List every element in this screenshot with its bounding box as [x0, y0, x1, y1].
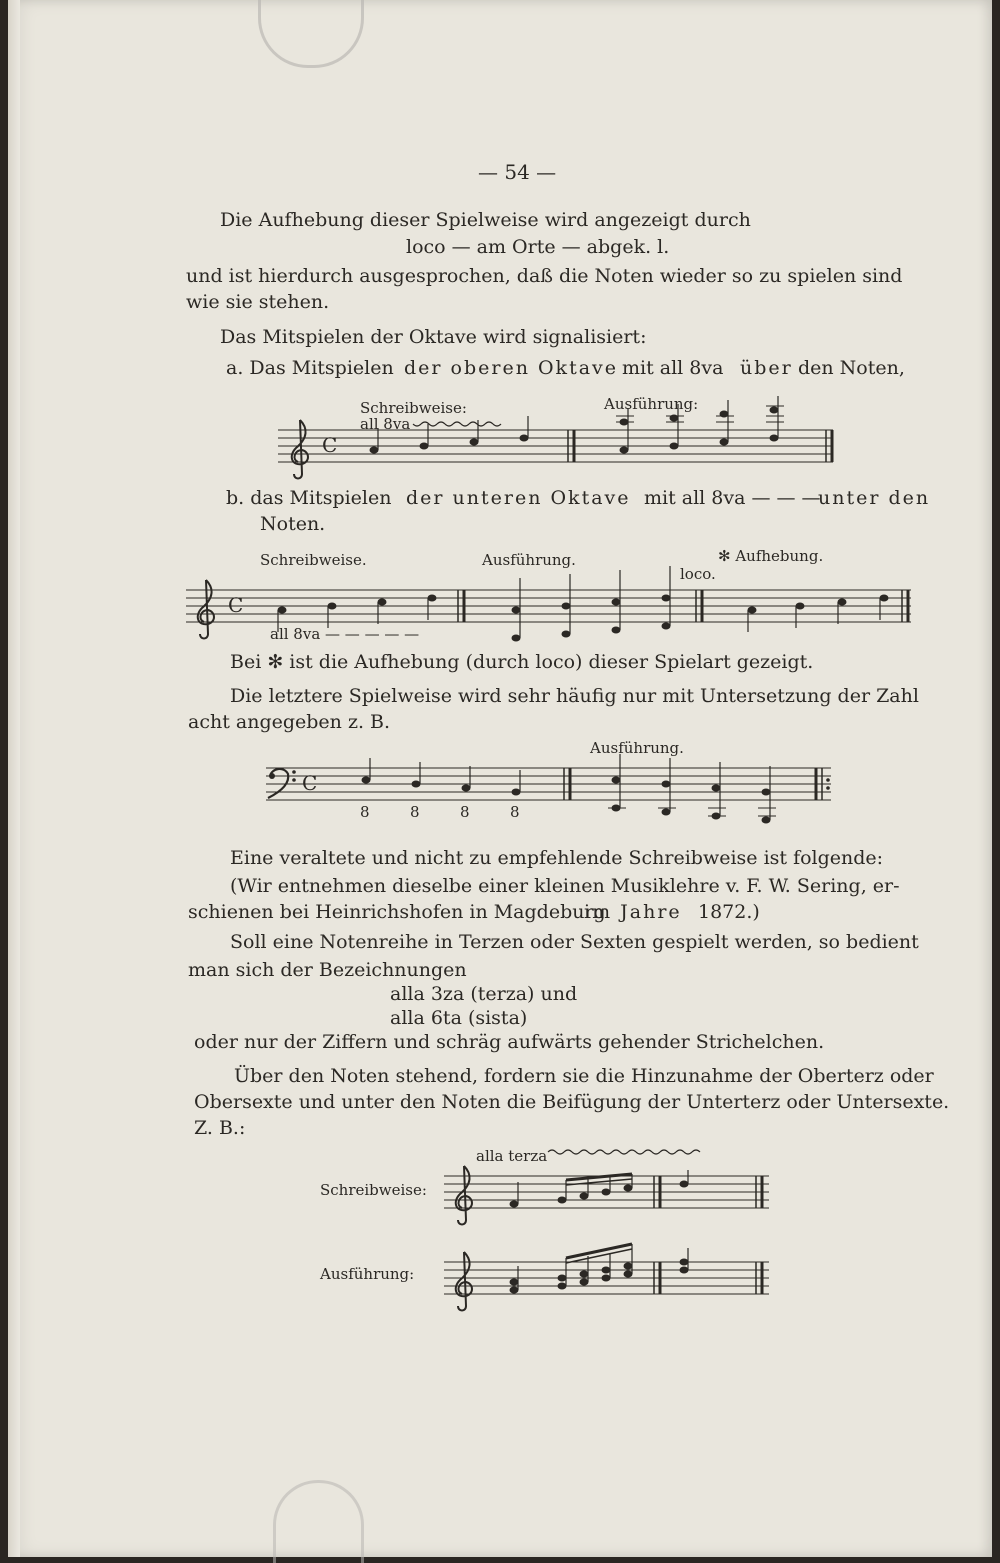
- text-line-segment: mit all 8va — — —: [644, 487, 821, 509]
- octave-figure: 8: [360, 803, 370, 821]
- music-example-4a: [444, 1168, 774, 1224]
- svg-text:C: C: [228, 593, 244, 617]
- text-line: loco — am Orte — abgek. l.: [406, 236, 670, 258]
- octave-figure: 8: [460, 803, 470, 821]
- text-line-segment: b. das Mitspielen: [226, 487, 392, 509]
- octave-figure: 8: [410, 803, 420, 821]
- text-line: Bei ✻ ist die Aufhebung (durch loco) dieser Spielart gezeigt.: [230, 651, 814, 673]
- text-line-segment: mit all 8va: [622, 357, 724, 379]
- text-line: Obersexte und unter den Noten die Beifügung der Unterterz oder Untersexte.: [194, 1091, 950, 1113]
- svg-text:C: C: [322, 433, 338, 457]
- octave-figure: 8: [510, 803, 520, 821]
- text-line: (Wir entnehmen dieselbe einer kleinen Musiklehre v. F. W. Sering, er-: [230, 875, 900, 897]
- svg-text:C: C: [302, 771, 318, 795]
- text-line: alla 6ta (sista): [390, 1007, 528, 1029]
- loco-marking: loco.: [680, 565, 716, 583]
- text-line-spaced: über: [740, 357, 793, 379]
- text-line: Über den Noten stehend, fordern sie die Hinzunahme der Oberterz oder: [234, 1065, 934, 1087]
- text-line: man sich der Bezeichnungen: [188, 959, 467, 981]
- text-line-spaced: im Jahre: [584, 901, 682, 923]
- example-label: Ausführung:: [604, 395, 699, 413]
- text-line: Noten.: [260, 513, 326, 535]
- text-line: Z. B.:: [194, 1117, 246, 1139]
- text-line: wie sie stehen.: [186, 291, 330, 313]
- text-line: Die Aufhebung dieser Spielweise wird angezeigt durch: [220, 209, 751, 231]
- text-line-segment: 1872.): [698, 901, 760, 923]
- music-example-1: [278, 418, 838, 478]
- text-line: oder nur der Ziffern und schräg aufwärts gehender Strichelchen.: [194, 1031, 825, 1053]
- octave-marking: all 8va — — — — —: [270, 625, 420, 643]
- example-label: Ausführung:: [320, 1265, 415, 1283]
- text-line-spaced: unter den: [818, 487, 931, 509]
- text-line-spaced: der unteren Oktave: [406, 487, 631, 509]
- octave-marking: all 8va: [360, 415, 411, 433]
- text-line-segment: a. Das Mitspielen: [226, 357, 394, 379]
- page-number: — 54 —: [478, 160, 557, 184]
- example-label: Schreibweise:: [360, 399, 467, 417]
- paper-clip-bottom: [273, 1480, 364, 1563]
- example-label: Schreibweise:: [320, 1181, 427, 1199]
- example-label: Schreibweise.: [260, 551, 367, 569]
- text-line: Das Mitspielen der Oktave wird signalisiert:: [220, 326, 647, 348]
- example-label: Ausführung.: [590, 739, 684, 757]
- text-line: alla 3za (terza) und: [390, 983, 578, 1005]
- text-line: Eine veraltete und nicht zu empfehlende Schreibweise ist folgende:: [230, 847, 884, 869]
- page-edge: [8, 0, 20, 1557]
- text-line-segment: schienen bei Heinrichshofen in Magdeburg: [188, 901, 606, 923]
- terza-marking: alla terza: [476, 1147, 548, 1165]
- book-page: [8, 0, 992, 1557]
- example-label: ✻ Aufhebung.: [718, 547, 824, 565]
- text-line-segment: den Noten,: [798, 357, 905, 379]
- example-label: Ausführung.: [482, 551, 576, 569]
- text-line: acht angegeben z. B.: [188, 711, 391, 733]
- text-line-spaced: der oberen Oktave: [404, 357, 619, 379]
- text-line: und ist hierdurch ausgesprochen, daß die Noten wieder so zu spielen sind: [186, 265, 903, 287]
- text-line: Soll eine Notenreihe in Terzen oder Sexten gespielt werden, so bedient: [230, 931, 919, 953]
- trill-line: [548, 1146, 708, 1158]
- text-line: Die letztere Spielweise wird sehr häufig nur mit Untersetzung der Zahl: [230, 685, 919, 707]
- music-example-3: [266, 762, 836, 824]
- music-example-4b: [444, 1250, 774, 1310]
- paper-clip: [258, 0, 364, 68]
